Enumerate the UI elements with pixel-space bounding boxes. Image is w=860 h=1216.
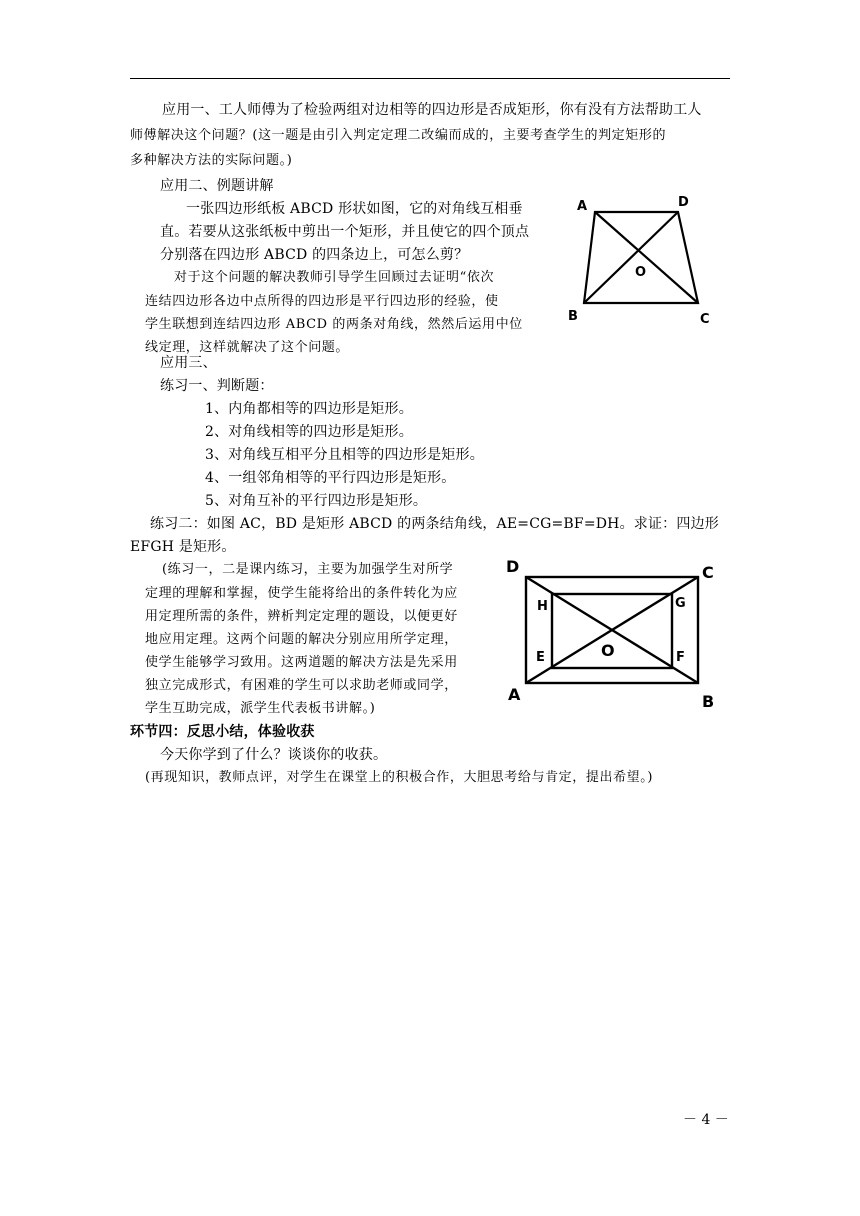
exercise2-line2: EFGH 是矩形。 [130, 539, 236, 555]
step4-heading: 环节四：反思小结，体验收获 [130, 724, 315, 740]
label-b: B [702, 692, 715, 711]
exercise-note-line: 地应用定理。这两个问题的解决分别应用所学定理， [145, 632, 458, 647]
exercise1-heading: 练习一、判断题： [160, 378, 274, 394]
label-f: F [676, 650, 685, 665]
app2-note1: 对于这个问题的解决教师引导学生回顾过去证明“依次 [174, 270, 495, 285]
label-c: C [702, 563, 714, 582]
label-o: O [635, 265, 647, 280]
exercise-note-line: 使学生能够学习致用。这两道题的解决方法是先采用 [145, 655, 458, 670]
label-d: D [678, 195, 689, 210]
app2-note2: 连结四边形各边中点所得的四边形是平行四边形的经验，使 [145, 294, 499, 309]
app2-line3: 分别落在四边形 ABCD 的四条边上，可怎么剪？ [160, 247, 469, 263]
step4-line1: 今天你学到了什么？谈谈你的收获。 [160, 747, 388, 763]
exercise1-item: 1、内角都相等的四边形是矩形。 [205, 401, 413, 417]
label-a: A [577, 199, 588, 214]
exercise1-item: 2、对角线相等的四边形是矩形。 [205, 424, 413, 440]
app1-line3: 多种解决方法的实际问题。) [130, 153, 293, 168]
exercise1-item: 5、对角互补的平行四边形是矩形。 [205, 493, 428, 509]
exercise2-line1: 练习二：如图 AC，BD 是矩形 ABCD 的两条结角线，AE=CG=BF=DH。求证：四边形 [150, 516, 719, 532]
app2-note3: 学生联想到连结四边形 ABCD 的两条对角线，然然后运用中位 [145, 317, 523, 332]
exercise1-item: 4、一组邻角相等的平行四边形是矩形。 [205, 470, 456, 486]
step4-line2: (再现知识，教师点评，对学生在课堂上的积极合作，大胆思考给与肯定，提出希望。) [145, 770, 654, 785]
label-a: A [508, 685, 521, 704]
page-number: － 4 － [683, 1112, 729, 1128]
exercise-note-line: 学生互助完成，派学生代表板书讲解。) [145, 701, 376, 716]
label-c: C [700, 312, 710, 327]
exercise1-item: 3、对角线互相平分且相等的四边形是矩形。 [205, 447, 484, 463]
label-d: D [506, 557, 520, 576]
app3-heading: 应用三、 [160, 355, 217, 371]
app2-line1: 一张四边形纸板 ABCD 形状如图，它的对角线互相垂 [186, 201, 523, 217]
app2-note4: 线定理，这样就解决了这个问题。 [145, 340, 350, 355]
quadrilateral-figure [565, 190, 725, 330]
label-e: E [536, 650, 545, 665]
label-h: H [537, 599, 548, 614]
app1-line1: 应用一、工人师傅为了检验两组对边相等的四边形是否成矩形，你有没有方法帮助工人 [162, 102, 702, 118]
label-o: O [601, 641, 615, 660]
label-b: B [568, 309, 578, 324]
exercise-note-line: 定理的理解和掌握，使学生能将给出的条件转化为应 [145, 586, 458, 601]
header-rule [130, 78, 730, 79]
exercise-note-line: 独立完成形式，有困难的学生可以求助老师或同学， [145, 678, 458, 693]
exercise-note-line: 用定理所需的条件，辨析判定定理的题设，以便更好 [145, 609, 458, 624]
app2-line2: 直。若要从这张纸板中剪出一个矩形，并且使它的四个顶点 [160, 224, 530, 240]
app2-heading: 应用二、例题讲解 [160, 178, 274, 194]
exercise-note-line: (练习一，二是课内练习，主要为加强学生对所学 [162, 562, 454, 577]
label-g: G [675, 596, 686, 611]
rectangle-figure [500, 552, 725, 712]
app1-line2: 师傅解决这个问题？(这一题是由引入判定定理二改编而成的，主要考查学生的判定矩形的 [130, 128, 667, 143]
